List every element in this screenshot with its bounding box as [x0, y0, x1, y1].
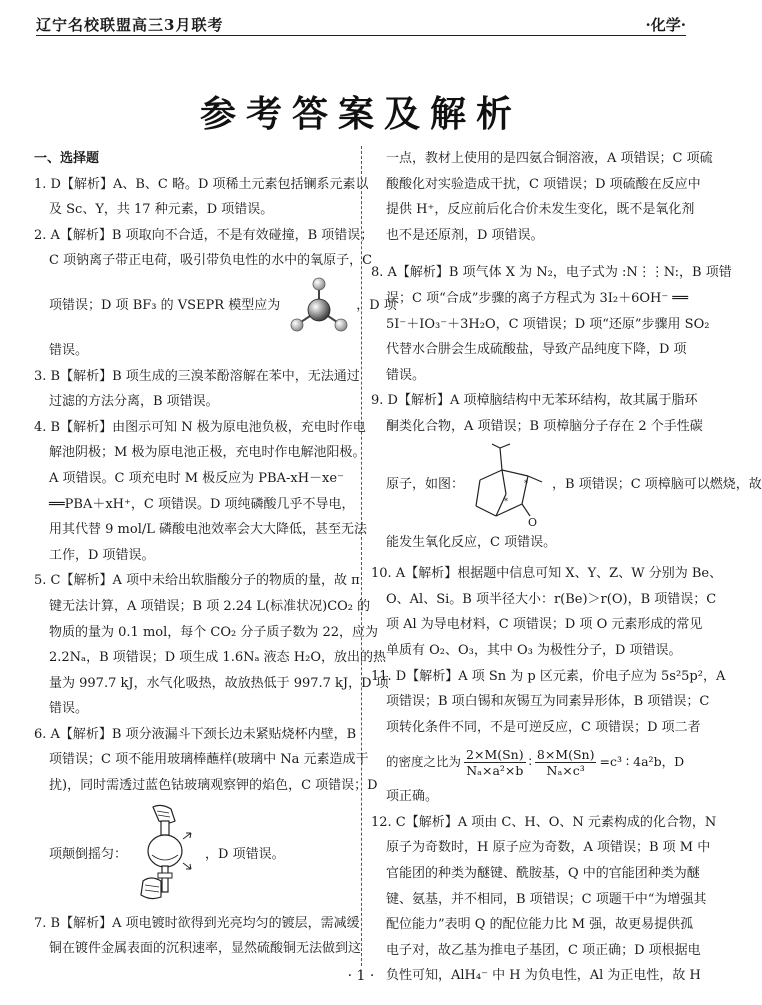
answer-2-line: 2. A【解析】B 项取向不合适，不是有效碰撞，B 项错误； — [34, 227, 374, 243]
answer-3-line: 3. B【解析】B 项生成的三溴苯酚溶解在苯中，无法通过 — [34, 368, 360, 384]
answer-5-line: 错误。 — [49, 701, 89, 717]
answer-1-line: 1. D【解析】A、B、C 略。D 项稀土元素包括镧系元素以 — [34, 176, 369, 192]
answer-10-line: O、Al、Si。B 项半径大小：r(Be)＞r(O)，B 项错误；C — [386, 591, 717, 607]
answer-9-figure-row — [371, 440, 762, 530]
answer-9-line: 原子，如图： — [386, 476, 465, 492]
answer-11-line: =c³ ∶ 4a²b，D — [599, 754, 685, 770]
answer-9-line: 9. D【解析】A 项樟脑结构中无苯环结构，故其属于脂环 — [371, 393, 698, 409]
answer-7-line: 也不是还原剂，D 项错误。 — [386, 227, 544, 243]
answer-12-line: 键、氨基，并不相同，B 项错误；C 项题干中“为增强其 — [386, 891, 707, 907]
section-heading: 一、选择题 — [34, 151, 100, 166]
answer-6-line: 项颠倒摇匀： — [49, 846, 128, 862]
answer-5-line: 量为 997.7 kJ，水气化吸热，故放热低于 997.7 kJ，D 项 — [49, 675, 389, 691]
answer-7-line: 一点，教材上使用的是四氨合铜溶液，A 项错误；C 项硫 — [386, 151, 713, 166]
answer-7-line: 7. B【解析】A 项电镀时欲得到光亮均匀的镀层，需减缓 — [34, 915, 360, 931]
answer-6-line: ，D 项错误。 — [205, 846, 285, 862]
answer-12-line: 负性可知，AlH₄⁻ 中 H 为负电性，Al 为正电性，故 H — [386, 968, 701, 984]
answer-11-line: 项正确。 — [386, 789, 439, 805]
answer-6-figure-row — [34, 799, 352, 911]
answer-12-line: 电子对，故乙基为推电子基团，C 项正确；D 项根据电 — [386, 942, 701, 958]
page-title: 参考答案及解析 — [199, 94, 522, 135]
answer-12-line: 原子为奇数时，H 原子应为奇数，A 项错误；B 项 M 中 — [386, 840, 711, 856]
fraction-separator: ∶ — [528, 754, 532, 770]
answer-4-line: 4. B【解析】由图示可知 N 极为原电池负极，充电时作电 — [34, 419, 366, 435]
answer-7-line: 酸酸化对实验造成干扰，C 项错误；D 项硫酸在反应中 — [386, 176, 701, 192]
answer-10-line: 单质有 O₂、O₃，其中 O₃ 为极性分子，D 项错误。 — [386, 642, 682, 658]
answer-2-line: ，D 项 — [356, 298, 397, 314]
svg-text:*: * — [524, 478, 529, 488]
answer-4-line: A 项错误。C 项充电时 M 极反应为 PBA-xH－xe⁻ — [49, 470, 344, 486]
answer-10-line: 项 Al 为导电材料，C 项错误；D 项 O 元素形成的常见 — [386, 617, 703, 633]
answer-2-line: 错误。 — [49, 342, 89, 358]
answer-9-line: ，B 项错误；C 项樟脑可以燃烧，故 — [552, 476, 762, 492]
answer-11-line: 项错误；B 项白锡和灰锡互为同素异形体，B 项错误；C — [386, 694, 710, 710]
answer-12-line: 配位能力”表明 Q 的配位能力比 M 强，故更易提供孤 — [386, 917, 694, 933]
answer-11-line: 的密度之比为 — [386, 754, 462, 770]
answer-9-line: 酮类化合物，A 项错误；B 项樟脑分子存在 2 个手性碳 — [386, 418, 703, 434]
answer-5-line: 键无法计算，A 项错误；B 项 2.24 L(标准状况)CO₂ 的 — [49, 598, 371, 614]
answer-6-line: 6. A【解析】B 项分液漏斗下颈长边未紧贴烧杯内壁，B — [34, 726, 357, 742]
answer-4-line: ══PBA＋xH⁺，C 项错误。D 项纯磷酸几乎不导电， — [49, 496, 355, 512]
answer-11-line: 11. D【解析】A 项 Sn 为 p 区元素，价电子应为 5s²5p²，A — [371, 668, 726, 684]
answer-2-line: 项错误；D 项 BF₃ 的 VSEPR 模型应为 — [49, 298, 281, 314]
answer-8-line: 8. A【解析】B 项气体 X 为 N₂，电子式为 :N⋮⋮N:，B 项错 — [371, 265, 732, 281]
answer-11-line: 项转化条件不同，不是可逆反应，C 项错误；D 项二者 — [386, 719, 701, 735]
answer-7-line: 提供 H⁺，反应前后化合价未发生变化，既不是氧化剂 — [386, 202, 695, 218]
answer-5-line: 5. C【解析】A 项中未给出软脂酸分子的物质的量，故 π — [34, 573, 360, 589]
answer-7-line: 铜在镀件金属表面的沉积速率，显然硫酸铜无法做到这 — [49, 941, 362, 957]
page-header — [36, 10, 686, 36]
page-number: · 1 · — [347, 968, 375, 984]
separatory-funnel-inversion-figure — [131, 803, 201, 907]
svg-text:*: * — [504, 496, 509, 506]
bf3-vsepr-model-figure — [288, 276, 350, 336]
answer-4-line: 解池阴极；M 极为原电池正极，充电时作电解池阳极。 — [49, 445, 366, 461]
answer-8-line: 误；C 项“合成”步骤的离子方程式为 3I₂＋6OH⁻ ══ — [386, 290, 689, 306]
answer-2-line: C 项钠离子带正电荷，吸引带负电性的水中的氧原子，C — [49, 253, 373, 269]
answer-5-line: 2.2Nₐ，B 项错误；D 项生成 1.6Nₐ 液态 H₂O，放出的热 — [49, 650, 386, 666]
answer-8-line: 代替水合肼会生成硫酸盐，导致产品纯度下降，D 项 — [386, 342, 687, 358]
answer-4-line: 用其代替 9 mol/L 磷酸电池效率会大大降低，甚至无法 — [49, 522, 367, 538]
answer-11-density-ratio — [371, 740, 689, 784]
density-fraction-1: 2×M(Sn) Nₐ×a²×b — [466, 746, 524, 778]
answer-3-line: 过滤的方法分离，B 项错误。 — [49, 394, 219, 410]
svg-text:O: O — [528, 515, 538, 529]
answer-1-line: 及 Sc、Y，共 17 种元素，D 项错误。 — [49, 202, 274, 218]
subject-name: ·化学· — [645, 16, 686, 34]
answer-10-line: 10. A【解析】根据题中信息可知 X、Y、Z、W 分别为 Be、 — [371, 566, 723, 582]
answer-12-line: 12. C【解析】A 项由 C、H、O、N 元素构成的化合物，N — [371, 814, 717, 830]
answer-4-line: 工作，D 项错误。 — [49, 547, 155, 563]
answer-12-line: 官能团的种类为醚键、酰胺基，Q 中的官能团种类为醚 — [386, 866, 700, 882]
answer-6-line: 扰)，同时需透过蓝色钴玻璃观察钾的焰色，C 项错误；D — [49, 778, 378, 794]
density-fraction-2: $\frac{8\times M(Sn)}{\text{Nₐ×c³}}$ — [536, 746, 595, 778]
answer-5-line: 物质的量为 0.1 mol，每个 CO₂ 分子质子数为 22，应为 — [49, 624, 379, 640]
left-column — [34, 146, 397, 962]
right-column — [371, 146, 762, 989]
answer-8-line: 错误。 — [386, 367, 426, 383]
answer-2-figure-row — [34, 274, 397, 338]
answer-6-line: 项错误；C 项不能用玻璃棒蘸样(玻璃中 Na 元素造成干 — [49, 752, 369, 768]
exam-name: 辽宁名校联盟高三3月联考 — [36, 16, 224, 34]
camphor-structure-figure — [466, 442, 552, 528]
answer-8-line: 5I⁻＋IO₃⁻＋3H₂O，C 项错误；D 项“还原”步骤用 SO₂ — [386, 316, 710, 332]
answer-9-line: 能发生氧化反应，C 项错误。 — [386, 534, 557, 550]
